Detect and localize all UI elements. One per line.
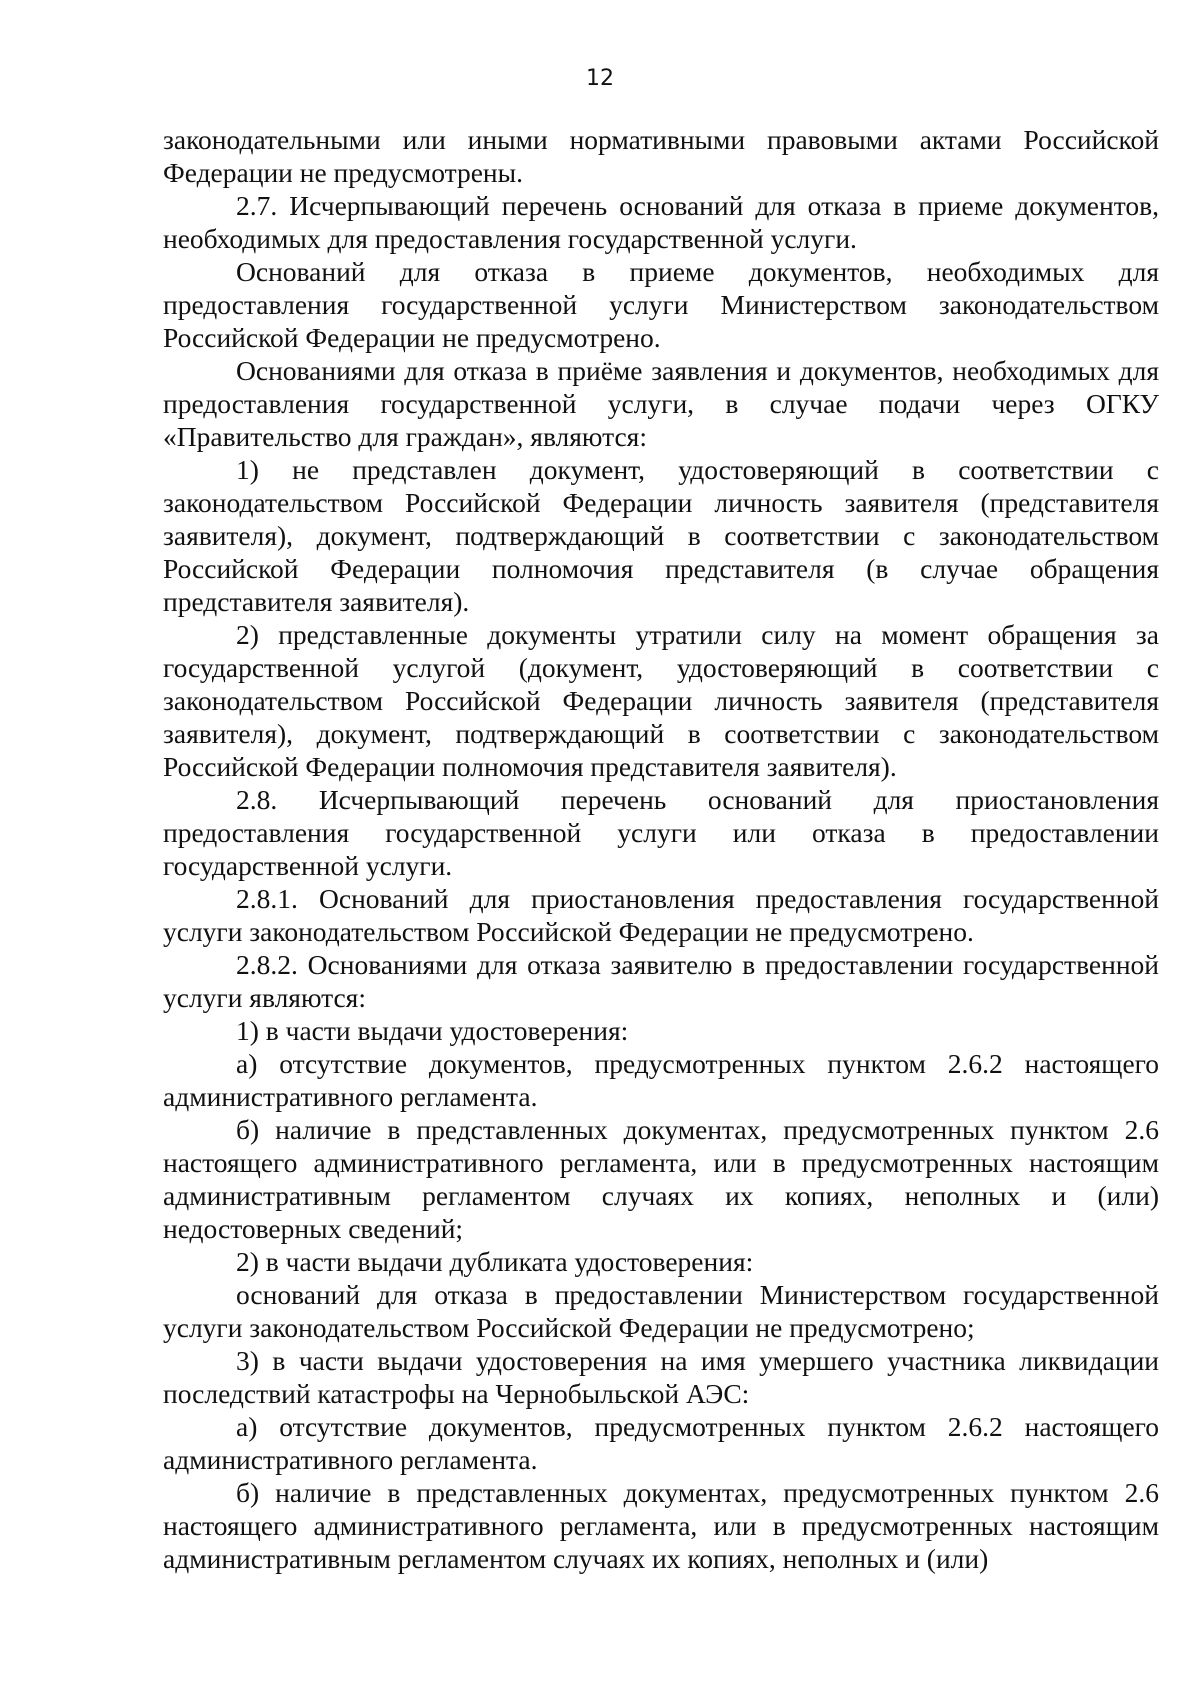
list-item: 1) не представлен документ, удостоверяющий в соответствии с законодательством Российской Федерации личность заявителя (представителя заявителя), документ, подтверждающий в соответствии с законодательством Российской Федерации полномочия представителя (в случае обращения представителя заявителя). bbox=[163, 454, 1159, 617]
paragraph-section-2-8-2: 2.8.2. Основаниями для отказа заявителю в предоставлении государственной услуги являются: bbox=[163, 949, 1159, 1013]
paragraph-section-2-7: 2.7. Исчерпывающий перечень оснований для отказа в приеме документов, необходимых для предоставления государственной услуги. bbox=[163, 190, 1159, 254]
list-item: 2) представленные документы утратили силу на момент обращения за государственной услугой (документ, удостоверяющий в соответствии с законодательством Российской Федерации личность заявителя (представителя заявителя), документ, подтверждающий в соответствии с законодательством Российской Федерации полномочия представителя заявителя). bbox=[163, 619, 1159, 782]
paragraph: Основаниями для отказа в приёме заявления и документов, необходимых для предоставления государственной услуги, в случае подачи через ОГКУ «Правительство для граждан», являются: bbox=[163, 355, 1159, 452]
list-item: 1) в части выдачи удостоверения: bbox=[236, 1015, 629, 1046]
paragraph-section-2-8: 2.8. Исчерпывающий перечень оснований для приостановления предоставления государственной услуги или отказа в предоставлении государственной услуги. bbox=[163, 784, 1159, 881]
document-body bbox=[163, 123, 1159, 1575]
paragraph-continuation: законодательными или иными нормативными правовыми актами Российской Федерации не предусмотрены. bbox=[163, 124, 1159, 188]
page-number: 12 bbox=[586, 66, 614, 91]
paragraph: Оснований для отказа в приеме документов, необходимых для предоставления государственной услуги Министерством законодательством Российской Федерации не предусмотрено. bbox=[163, 256, 1159, 353]
list-item: 2) в части выдачи дубликата удостоверения: bbox=[236, 1246, 754, 1277]
paragraph: оснований для отказа в предоставлении Министерством государственной услуги законодательством Российской Федерации не предусмотрено; bbox=[163, 1279, 1159, 1343]
paragraph-section-2-8-1: 2.8.1. Оснований для приостановления предоставления государственной услуги законодательством Российской Федерации не предусмотрено. bbox=[163, 883, 1159, 947]
list-item: б) наличие в представленных документах, предусмотренных пунктом 2.6 настоящего административного регламента, или в предусмотренных настоящим административным регламентом случаях их копиях, неполных и (или) bbox=[163, 1477, 1159, 1574]
list-item: а) отсутствие документов, предусмотренных пунктом 2.6.2 настоящего административного регламента. bbox=[163, 1411, 1159, 1475]
list-item: а) отсутствие документов, предусмотренных пунктом 2.6.2 настоящего административного регламента. bbox=[163, 1048, 1159, 1112]
list-item: б) наличие в представленных документах, предусмотренных пунктом 2.6 настоящего административного регламента, или в предусмотренных настоящим административным регламентом случаях их копиях, неполных и (или) недостоверных сведений; bbox=[163, 1114, 1159, 1244]
list-item: 3) в части выдачи удостоверения на имя умершего участника ликвидации последствий катастрофы на Чернобыльской АЭС: bbox=[163, 1345, 1159, 1409]
